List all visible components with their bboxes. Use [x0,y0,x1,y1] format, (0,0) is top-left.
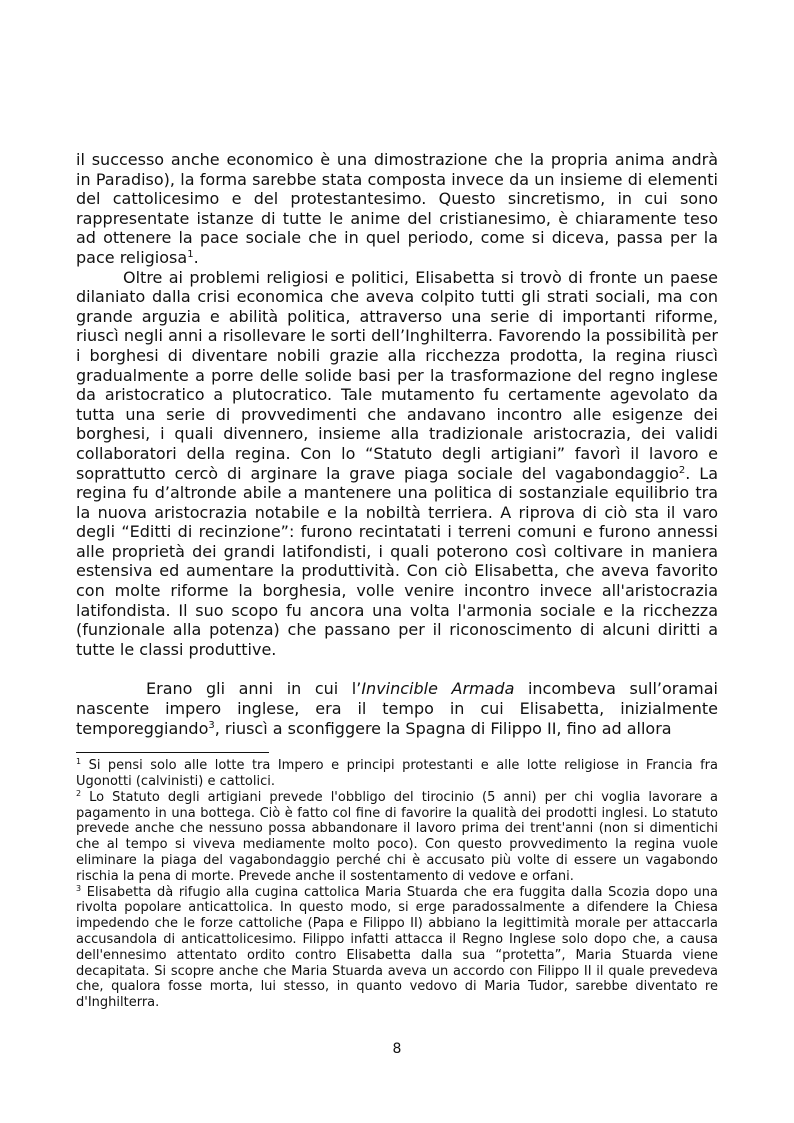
paragraph-text: . La regina fu d’altronde abile a mantenere una politica di sostanziale equilibrio tra la nuova aristocrazia notabile e la nobiltà terriera. A riprova di ciò sta il varo degli “Editti di recinzione”: furono recintatati i terreni comuni e furono annessi alle proprietà dei grandi latifondisti, i quali poterono così coltivare in maniera estensiva ed aumentare la produttività. Con ciò Elisabetta, che aveva favorito con molte riforme la borghesia, volle venire incontro invece all'aristocrazia latifondista. Il suo scopo fu ancora una volta l'armonia sociale e la ricchezza (funzionale alla potenza) che passano per il riconoscimento di alcuni diritti a tutte le classi produttive. [76,463,719,659]
footnote-3 [76,885,718,1011]
footnote-text: Si pensi solo alle lotte tra Impero e principi protestanti e alle lotte religiose in Francia fra Ugonotti (calvinisti) e cattolici. [76,758,718,790]
footnote-number: 1 [76,757,82,767]
paragraph-text: Oltre ai problemi religiosi e politici, Elisabetta si trovò di fronte un paese dilaniato dalla crisi economica che aveva colpito tutti gli strati sociali, ma con grande arguzia e abilità politica, attraverso una serie di importanti riforme, riuscì negli anni a risollevare le sorti dell’Inghilterra. Favorendo la possibilità per i borghesi di diventare nobili grazie alla ricchezza prodotta, la regina riuscì gradualmente a porre delle solide basi per la trasformazione del regno inglese da aristocratico a plutocratico. Tale mutamento fu certamente agevolato da tutta una serie di provvedimenti che andavano incontro alle esigenze dei borghesi, i quali divennero, insieme alla tradizionale aristocrazia, dei validi collaboratori della regina. Con lo “Statuto degli artigiani” favorì il lavoro e soprattutto cercò di arginare la grave piaga sociale del vagabondaggio [76,267,718,483]
paragraph-text: incombeva sull’oramai nascente impero inglese, era il tempo in cui Elisabetta, inizialmente temporeggiando [76,679,718,738]
paragraph-3 [76,679,718,738]
footnote-number: 3 [76,883,82,893]
paragraph-text: il successo anche economico è una dimostrazione che la propria anima andrà in Paradiso), la forma sarebbe stata composta invece da un insieme di elementi del cattolicesimo e del protestantesimo. Questo sincretismo, in cui sono rappresentate istanze di tutte le anime del cristianesimo, è chiaramente teso ad ottenere la pace sociale che in quel periodo, come si diceva, passa per la pace religiosa [76,150,718,267]
italic-title: Invincible Armada [361,679,515,699]
footnote-2 [76,790,718,885]
footnote-ref-1[interactable]: 1 [187,248,194,260]
footnote-number: 2 [76,788,82,798]
page-content [76,150,718,1011]
paragraph-text: , riuscì a sconfiggere la Spagna di Filippo II, fino ad allora [214,718,672,738]
footnote-ref-3[interactable]: 3 [208,719,215,731]
page-number: 8 [392,1041,402,1057]
footnote-1 [76,758,718,790]
footnote-text: Lo Statuto degli artigiani prevede l'obbligo del tirocinio (5 anni) per chi voglia lavorare a pagamento in una bottega. Ciò è fatto col fine di favorire la qualità dei prodotti inglesi. Lo statuto prevede anche che nessuno possa abbandonare il lavoro prima dei trent'anni (non si dimentichi che al tempo si viveva mediamente molto poco). Con questo provvedimento la regina vuole eliminare la piaga del vagabondaggio perché chi è accusato più volte di essere un vagabondo rischia la pena di morte. Prevede anche il sostentamento di vedove e orfani. [76,789,718,884]
paragraph-1: il successo anche economico è una dimostrazione che la propria anima andrà in Paradiso), la forma sarebbe stata composta invece da un insieme di elementi del cattolicesimo e del protestantesimo. Questo sincretismo, in cui sono rappresentate istanze di tutte le anime del cristianesimo, è chiaramente teso ad ottenere la pace sociale che in quel periodo, come si diceva, passa per la pace religiosa$^1$. [76,150,718,267]
paragraph-text: Erano gli anni in cui l’ [146,679,362,699]
paragraph-gap [76,659,718,679]
footnote-text: Elisabetta dà rifugio alla cugina cattolica Maria Stuarda che era fuggita dalla Scozia dopo una rivolta popolare anticattolica. In questo modo, si erge paradossalmente a difendere la Chiesa impedendo che le forze cattoliche (Papa e Filippo II) abbiano la legittimità morale per attaccarla accusandola di anticattolicesimo. Filippo infatti attacca il Regno Inglese solo dopo che, a causa dell'ennesimo attentato ordito contro Elisabetta dalla sua “protetta”, Maria Stuarda viene decapitata. Si scopre anche che Maria Stuarda aveva un accordo con Filippo II il quale prevedeva che, qualora fosse morta, lui stesso, in quanto vedovo di Maria Tudor, sarebbe diventato re d'Inghilterra. [76,884,718,1011]
footnote-separator [76,752,269,753]
footnote-ref-2[interactable]: 2 [678,464,686,476]
paragraph-2 [76,268,718,660]
